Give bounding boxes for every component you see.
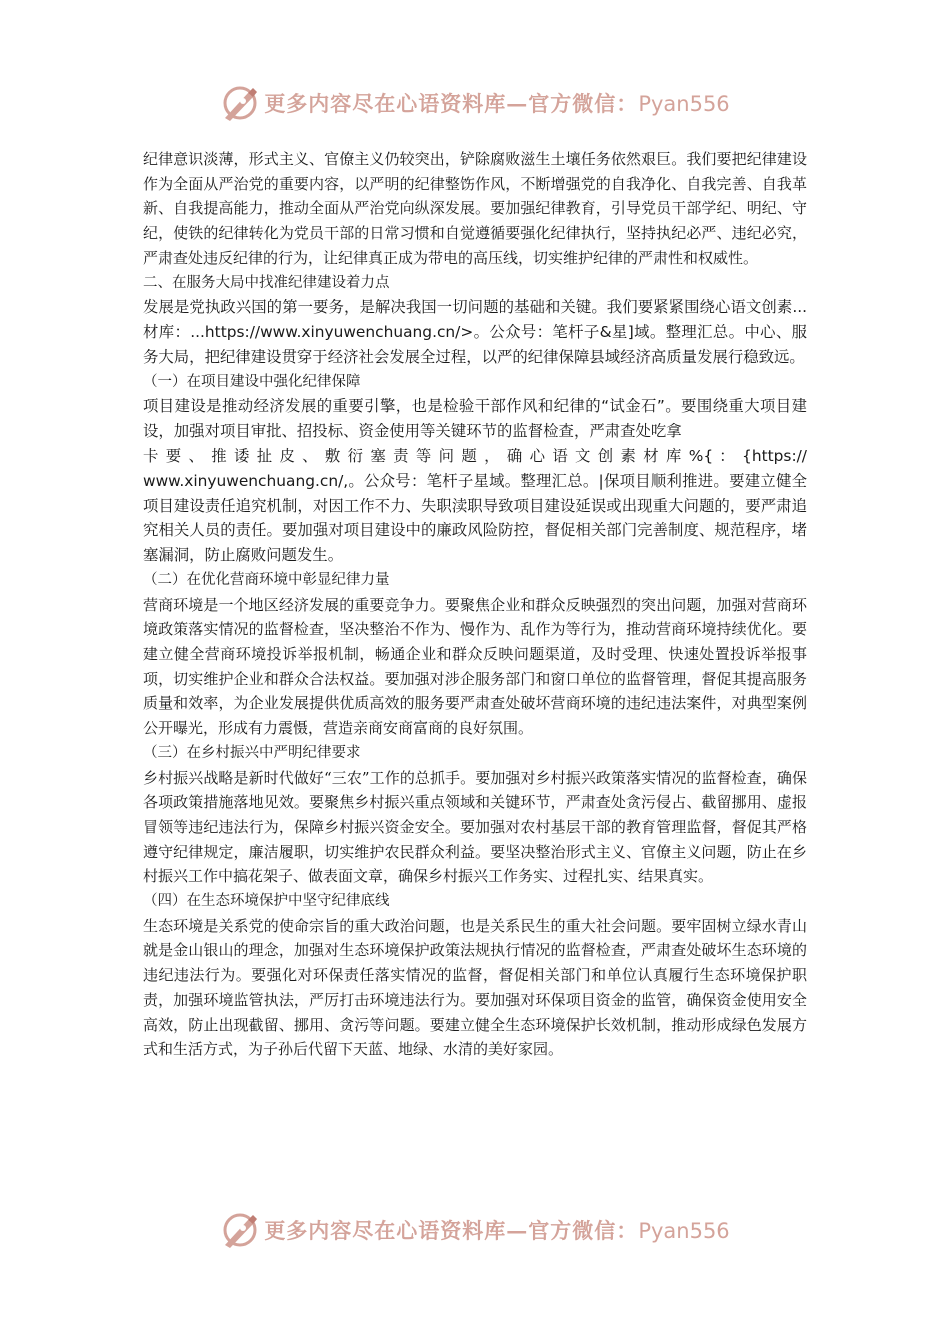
paragraph: 纪律意识淡薄，形式主义、官僚主义仍较突出，铲除腐败滋生土壤任务依然艰巨。我们要把纪律建设作为全面从严治党的重要内容，以严明的纪律整饬作风，不断增强党的自我净化、自我完善、自我革新、自我提高能力，推动全面从严治党向纵深发展。要加强纪律教育，引导党员干部学纪、明纪、守纪，使铁的纪律转化为党员干部的日常习惯和自觉遵循要强化纪律执行，坚持执纪必严、违纪必究，严肃查处违反纪律的行为，让纪律真正成为带电的高压线，切实维护纪律的严肃性和权威性。 — [143, 150, 807, 267]
paragraph: www.xinyuwenchuang.cn/,。公众号：笔杆子星域。整理汇总。|保项目顺利推进。要建立健全项目建设责任追究机制，对因工作不力、失职渎职导致项目建设延误或出现重大问题的，要严肃追究相关人员的责任。要加强对项目建设中的廉政风险防控，督促相关部门完善制度、规范程序，堵塞漏洞，防止腐败问题发生。 — [143, 471, 807, 565]
document-body — [143, 147, 807, 1062]
watermark-text: 更多内容尽在心语资料库—官方微信：Pyan556 — [264, 1218, 730, 1243]
pen-logo-icon — [220, 1210, 260, 1250]
paragraph: 生态环境是关系党的使命宗旨的重大政治问题，也是关系民生的重大社会问题。要牢固树立绿水青山就是金山银山的理念，加强对生态环境保护政策法规执行情况的监督检查，严肃查处破坏生态环境的违纪违法行为。要强化对环保责任落实情况的监督，督促相关部门和单位认真履行生态环境保护职责，加强环境监管执法，严厉打击环境违法行为。要加强对环保项目资金的监管，确保资金使用安全高效，防止出现截留、挪用、贪污等问题。要建立健全生态环境保护长效机制，推动形成绿色发展方式和生活方式，为子孙后代留下天蓝、地绿、水清的美好家园。 — [143, 916, 807, 1059]
watermark-text: 更多内容尽在心语资料库—官方微信：Pyan556 — [264, 91, 730, 116]
subsection-heading: （二）在优化营商环境中彰显纪律力量 — [143, 571, 390, 588]
pen-logo-icon — [220, 83, 260, 123]
footer-watermark — [0, 1205, 950, 1255]
subsection-heading: （四）在生态环境保护中坚守纪律底线 — [143, 893, 390, 910]
paragraph: 项目建设是推动经济发展的重要引擎，也是检验干部作风和纪律的“试金石”。要围绕重大项目建设，加强对项目审批、招投标、资金使用等关键环节的监督检查，严肃查处吃拿 — [143, 397, 807, 441]
subsection-heading: （三）在乡村振兴中严明纪律要求 — [143, 744, 361, 761]
section-heading: 二、在服务大局中找准纪律建设着力点 — [143, 274, 390, 291]
subsection-heading: （一）在项目建设中强化纪律保障 — [143, 373, 361, 390]
header-watermark — [0, 78, 950, 128]
paragraph: 发展是党执政兴国的第一要务，是解决我国一切问题的基础和关键。我们要紧紧围绕心语文创素...材库：...https://www.xinyuwenchuang.cn/>。公众号：笔杆子&星]域。整理汇总。中心、服务大局，把纪律建设贯穿于经济社会发展全过程，以严的纪律保障县域经济高质量发展行稳致远。 — [143, 298, 807, 366]
paragraph: 乡村振兴战略是新时代做好“三农”工作的总抓手。要加强对乡村振兴政策落实情况的监督检查，确保各项政策措施落地见效。要聚焦乡村振兴重点领域和关键环节，严肃查处贪污侵占、截留挪用、虚报冒领等违纪违法行为，保障乡村振兴资金安全。要加强对农村基层干部的教育管理监督，督促其严格遵守纪律规定，廉洁履职，切实维护农民群众利益。要坚决整治形式主义、官僚主义问题，防止在乡村振兴工作中搞花架子、做表面文章，确保乡村振兴工作务实、过程扎实、结果真实。 — [143, 768, 807, 886]
paragraph-line: 卡 要 、 推 诿 扯 皮 、 敷 衍 塞 责 等 问 题 ， 确 心 语 文 创 素 材 库 %{ ： {https:// — [143, 446, 807, 465]
paragraph: 营商环境是一个地区经济发展的重要竞争力。要聚焦企业和群众反映强烈的突出问题，加强对营商环境政策落实情况的监督检查，坚决整治不作为、慢作为、乱作为等行为，推动营商环境持续优化。要建立健全营商环境投诉举报机制，畅通企业和群众反映问题渠道，及时受理、快速处置投诉举报事项，切实维护企业和群众合法权益。要加强对涉企服务部门和窗口单位的监督管理，督促其提高服务质量和效率，为企业发展提供优质高效的服务要严肃查处破坏营商环境的违纪违法案件，对典型案例公开曝光，形成有力震慑，营造亲商安商富商的良好氛围。 — [143, 595, 807, 738]
